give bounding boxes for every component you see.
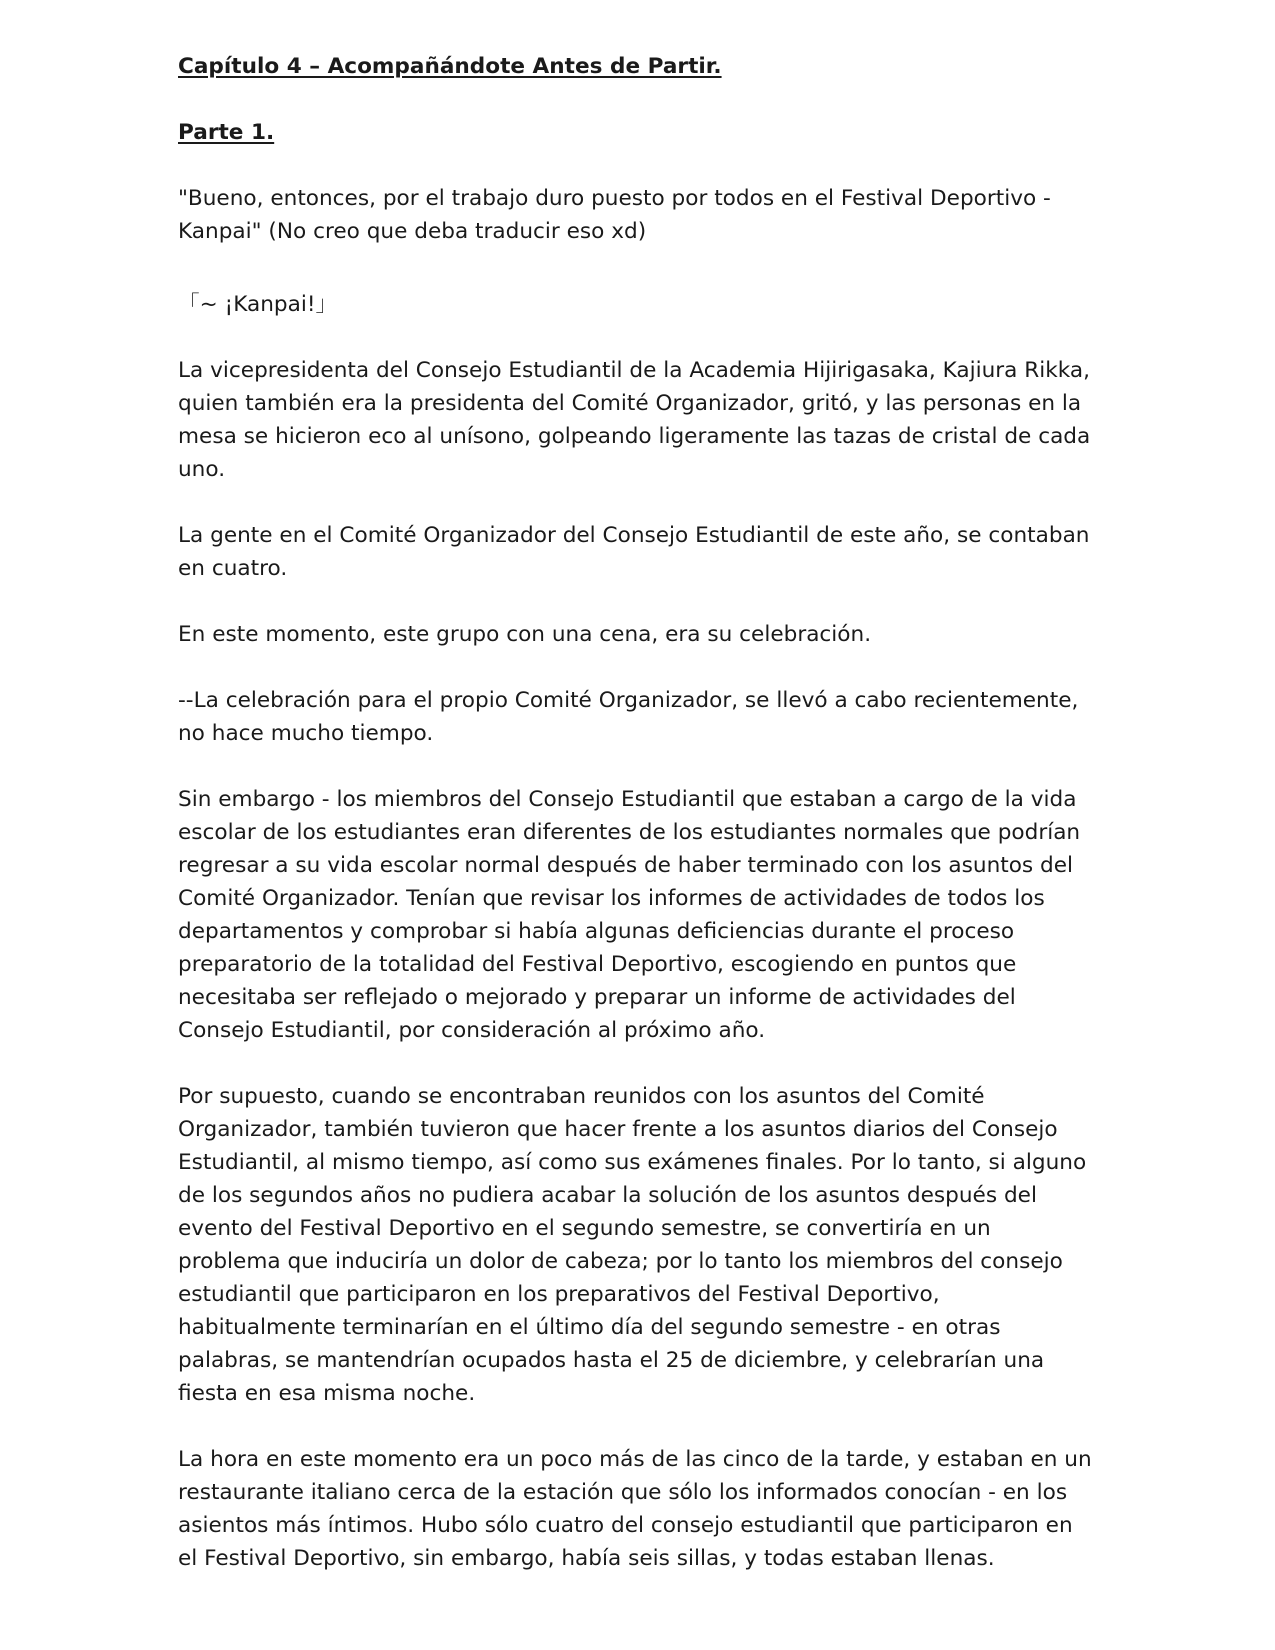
part-title: Parte 1.: [178, 120, 275, 145]
paragraph: 「~ ¡Kanpai!」: [178, 292, 338, 317]
paragraph: La vicepresidenta del Consejo Estudiantil de la Academia Hijirigasaka, Kajiura Rikka, quien también era la presidenta del Comité Organizador, gritó, y las personas en la mesa se hicieron eco al unísono, golpeando ligeramente las tazas de cristal de cada uno.: [178, 358, 1091, 482]
paragraph: Por supuesto, cuando se encontraban reunidos con los asuntos del Comité Organizador, también tuvieron que hacer frente a los asuntos diarios del Consejo Estudiantil, al mismo tiempo, así como sus exámenes finales. Por lo tanto, si alguno de los segundos años no pudiera acabar la solución de los asuntos después del evento del Festival Deportivo en el segundo semestre, se convertiría en un problema que induciría un dolor de cabeza; por lo tanto los miembros del consejo estudiantil que participaron en los preparativos del Festival Deportivo, habitualmente terminarían en el último día del segundo semestre - en otras palabras, se mantendrían ocupados hasta el 25 de diciembre, y celebrarían una fiesta en esa misma noche.: [178, 1084, 1087, 1406]
paragraph: La hora en este momento era un poco más de las cinco de la tarde, y estaban en un restaurante italiano cerca de la estación que sólo los informados conocían - en los asientos más íntimos. Hubo sólo cuatro del consejo estudiantil que participaron en el Festival Deportivo, sin embargo, había seis sillas, y todas estaban llenas.: [178, 1447, 1092, 1571]
document-page: [178, 50, 1098, 1608]
paragraph: --La celebración para el propio Comité Organizador, se llevó a cabo recientemente, no hace mucho tiempo.: [178, 688, 1079, 746]
chapter-title: Capítulo 4 – Acompañándote Antes de Partir.: [178, 54, 722, 79]
paragraph: La gente en el Comité Organizador del Consejo Estudiantil de este año, se contaban en cuatro.: [178, 523, 1090, 581]
paragraph: En este momento, este grupo con una cena, era su celebración.: [178, 622, 872, 647]
paragraph: "Bueno, entonces, por el trabajo duro puesto por todos en el Festival Deportivo - Kanpai" (No creo que deba traducir eso xd): [178, 186, 1051, 244]
paragraph: Sin embargo - los miembros del Consejo Estudiantil que estaban a cargo de la vida escolar de los estudiantes eran diferentes de los estudiantes normales que podrían regresar a su vida escolar normal después de haber terminado con los asuntos del Comité Organizador. Tenían que revisar los informes de actividades de todos los departamentos y comprobar si había algunas deficiencias durante el proceso preparatorio de la totalidad del Festival Deportivo, escogiendo en puntos que necesitaba ser reflejado o mejorado y preparar un informe de actividades del Consejo Estudiantil, por consideración al próximo año.: [178, 787, 1081, 1043]
